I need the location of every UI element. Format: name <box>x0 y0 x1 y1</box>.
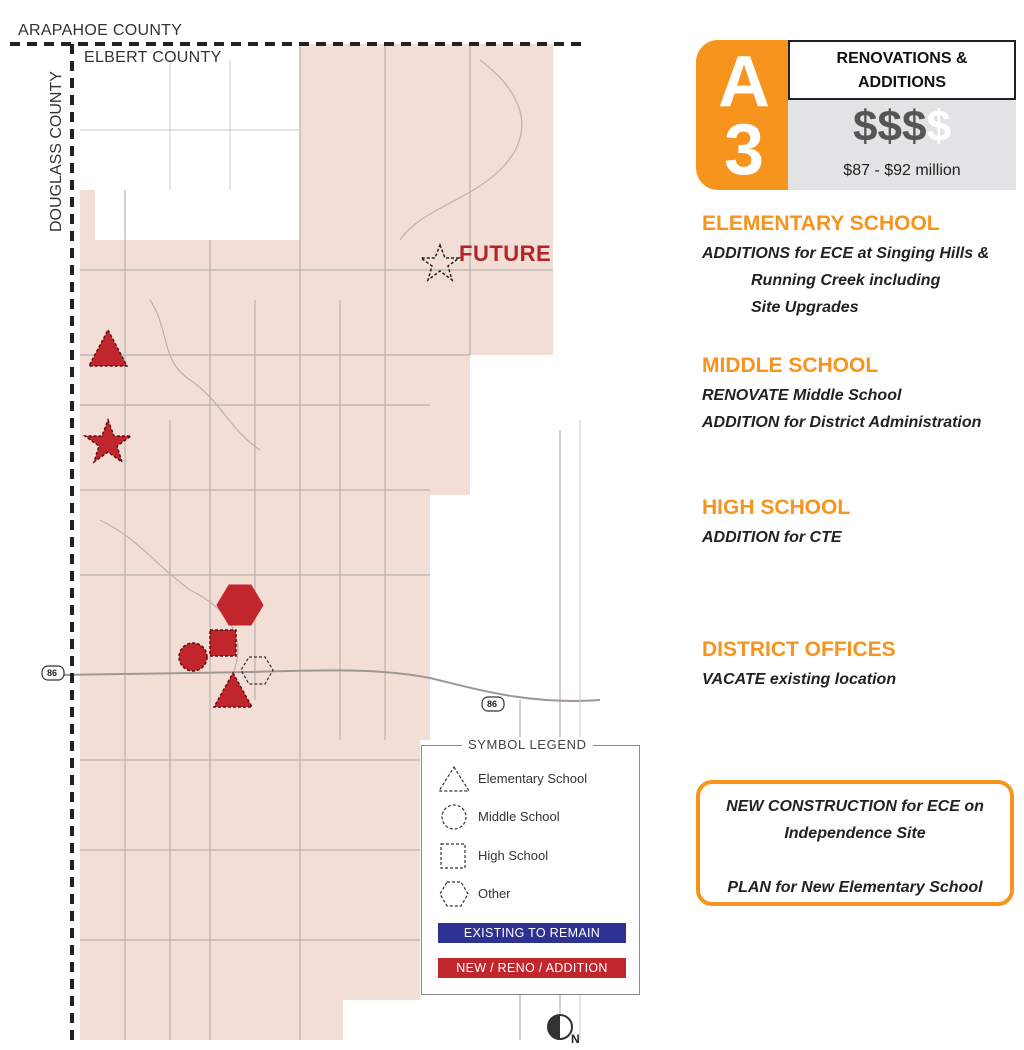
hexagon-icon <box>434 879 474 909</box>
callout-line2: Independence Site <box>784 825 926 842</box>
legend-label-high: High School <box>478 848 549 863</box>
square-icon <box>434 841 474 871</box>
county-label-elbert: ELBERT COUNTY <box>84 49 222 66</box>
legend-label-other: Other <box>478 886 511 901</box>
north-arrow-icon <box>548 1015 572 1039</box>
cost-rating-inactive: $ <box>926 102 951 151</box>
cost-title-line1: RENOVATIONS & <box>836 50 968 67</box>
middle-title: MIDDLE SCHOOL <box>702 354 879 377</box>
high-line1: ADDITION for CTE <box>702 529 842 546</box>
middle-line2: ADDITION for District Administration <box>702 414 982 431</box>
legend-row-middle <box>434 802 634 832</box>
north-label: N <box>571 1032 580 1046</box>
cost-rating-active: $$$ <box>853 102 927 151</box>
option-panel <box>696 0 1024 1050</box>
cost-title <box>788 40 1016 100</box>
symbol-legend <box>421 737 640 995</box>
county-label-douglass: DOUGLASS COUNTY <box>48 71 65 232</box>
callout-line3: PLAN for New Elementary School <box>727 879 983 896</box>
high-title: HIGH SCHOOL <box>702 496 851 519</box>
badge-number: 3 <box>723 110 765 190</box>
highway-label: 86 <box>487 699 498 709</box>
high-school-marker[interactable] <box>210 630 236 656</box>
middle-school-marker[interactable] <box>179 643 207 671</box>
elementary-line2: Running Creek including <box>751 272 941 289</box>
county-label-arapahoe: ARAPAHOE COUNTY <box>18 22 183 39</box>
badge-letter: A <box>718 42 770 122</box>
cost-range: $87 - $92 million <box>843 162 961 179</box>
cutout-area <box>80 60 295 185</box>
middle-line1: RENOVATE Middle School <box>702 387 902 404</box>
future-label: FUTURE <box>459 241 552 266</box>
legend-row-elementary <box>434 764 634 794</box>
highway-label: 86 <box>47 668 58 678</box>
cost-rating <box>788 102 1016 152</box>
legend-row-other <box>434 879 634 909</box>
district-title: DISTRICT OFFICES <box>702 638 896 661</box>
legend-label-middle: Middle School <box>478 809 560 824</box>
option-badge <box>696 40 792 190</box>
callout-line1: NEW CONSTRUCTION for ECE on <box>726 798 984 815</box>
legend-row-high <box>434 841 634 871</box>
cost-box <box>788 40 1016 190</box>
legend-title: SYMBOL LEGEND <box>462 737 593 752</box>
elementary-line1: ADDITIONS for ECE at Singing Hills & <box>702 245 990 262</box>
elementary-title: ELEMENTARY SCHOOL <box>702 212 940 235</box>
district-line1: VACATE existing location <box>702 671 897 688</box>
circle-icon <box>434 802 474 832</box>
legend-label-elementary: Elementary School <box>478 771 588 786</box>
legend-new-bar: NEW / RENO / ADDITION <box>438 958 626 978</box>
triangle-icon <box>434 764 474 794</box>
callout-box <box>696 780 1014 906</box>
legend-existing-bar: EXISTING TO REMAIN <box>438 923 626 943</box>
cost-title-line2: ADDITIONS <box>858 74 946 91</box>
elementary-line3: Site Upgrades <box>751 299 859 316</box>
